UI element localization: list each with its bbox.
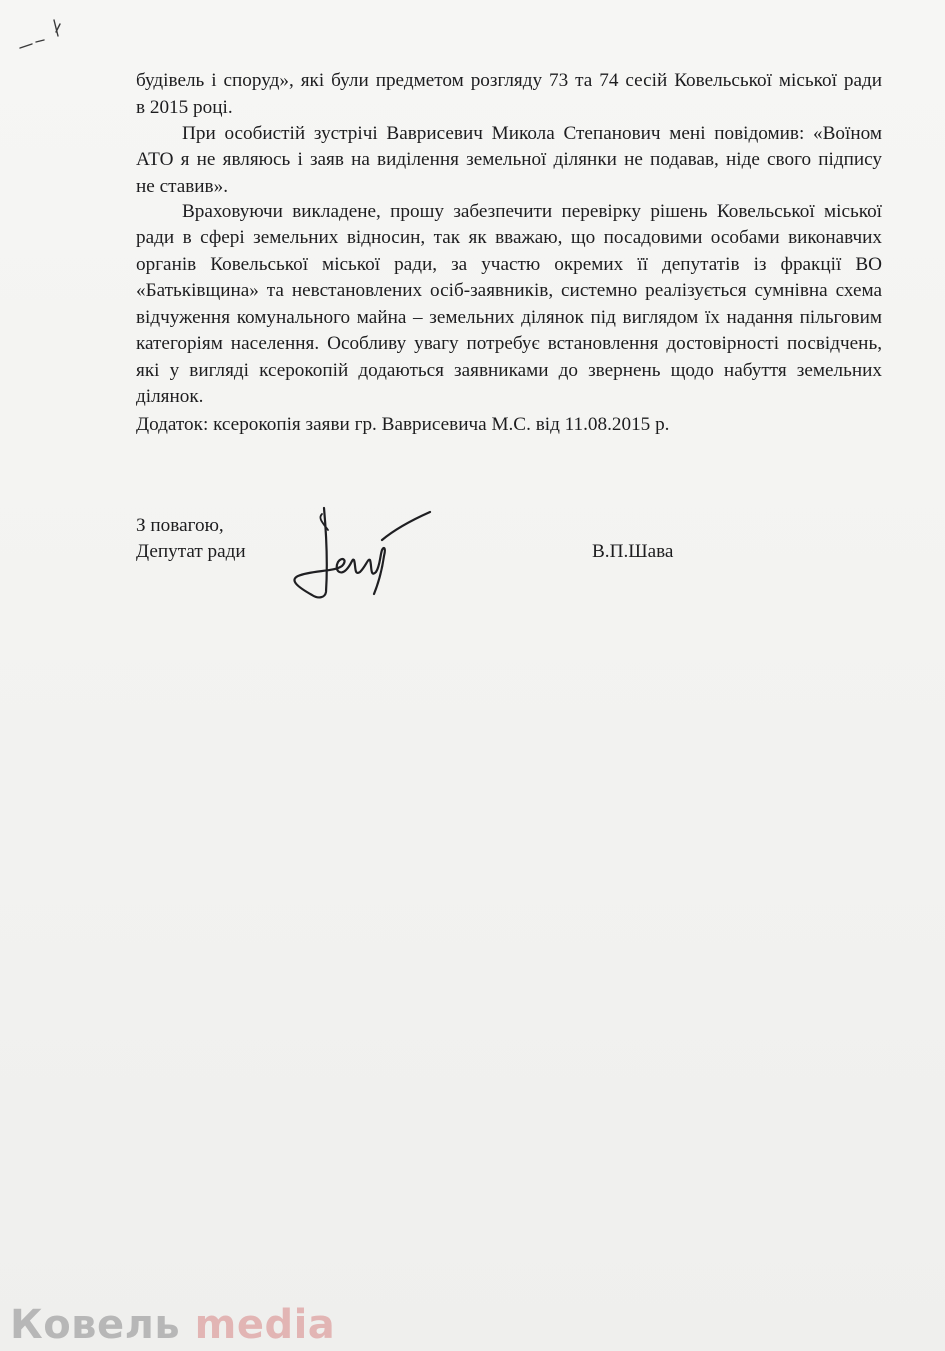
text-line: «Батьківщина» та невстановлених осіб-заявників, системно реалізується сумнівна схема — [136, 280, 882, 301]
closing-position: Депутат ради — [136, 541, 246, 562]
text-line: не ставив». — [136, 175, 229, 197]
watermark-logo — [10, 1302, 335, 1348]
text-line: будівель і споруд», які були предметом розгляду 73 та 74 сесій Ковельської міської ради — [136, 70, 882, 91]
text-line: категоріям населення. Особливу увагу потребує встановлення достовірності посвідчень, — [136, 333, 882, 354]
request-line-1-wrap — [182, 199, 882, 226]
letter-paragraphs — [182, 121, 882, 148]
signer-name: В.П.Шава — [592, 541, 674, 562]
text-line: які у вигляді ксерокопій додаються заявниками до звернень щодо набуття земельних — [136, 359, 882, 381]
text-line: ради в сфері земельних відносин, так як вважаю, що посадовими особами виконавчих — [136, 227, 882, 248]
letter-body — [136, 68, 882, 121]
scan-mark-icon — [14, 14, 74, 54]
meeting-line-1 — [182, 121, 882, 148]
text-line: При особистій зустрічі Вaврисевич Микола Степанович мені повідомив: «Воїном — [182, 123, 882, 144]
watermark-media: media — [194, 1302, 336, 1348]
text-line: органів Ковельської міської ради, за участю окремих її депутатів із фракції ВО — [136, 253, 882, 275]
text-line: АТО я не являюсь і заяв на виділення земельної ділянки не подавав, ніде свого підпису — [136, 149, 882, 170]
paragraph-intro — [136, 68, 882, 121]
text-line: відчуження комунального майна – земельних ділянок під виглядом їх надання пільговим — [136, 306, 882, 328]
watermark-city: Ковель — [10, 1302, 181, 1348]
attachment-note: Додаток: ксерокопія заяви гр. Ваврисевича М.С. від 11.08.2015 р. — [136, 414, 670, 435]
request-rest — [136, 225, 882, 411]
text-line: Враховуючи викладене, прошу забезпечити перевірку рішень Ковельської міської — [182, 201, 882, 222]
closing-block — [136, 513, 246, 565]
signature-icon — [282, 500, 432, 605]
request-paragraph — [182, 199, 882, 226]
closing-regards: З повагою, — [136, 515, 224, 536]
text-line: в 2015 році. — [136, 96, 233, 118]
text-line: ділянок. — [136, 386, 204, 407]
meeting-rest — [136, 147, 882, 200]
